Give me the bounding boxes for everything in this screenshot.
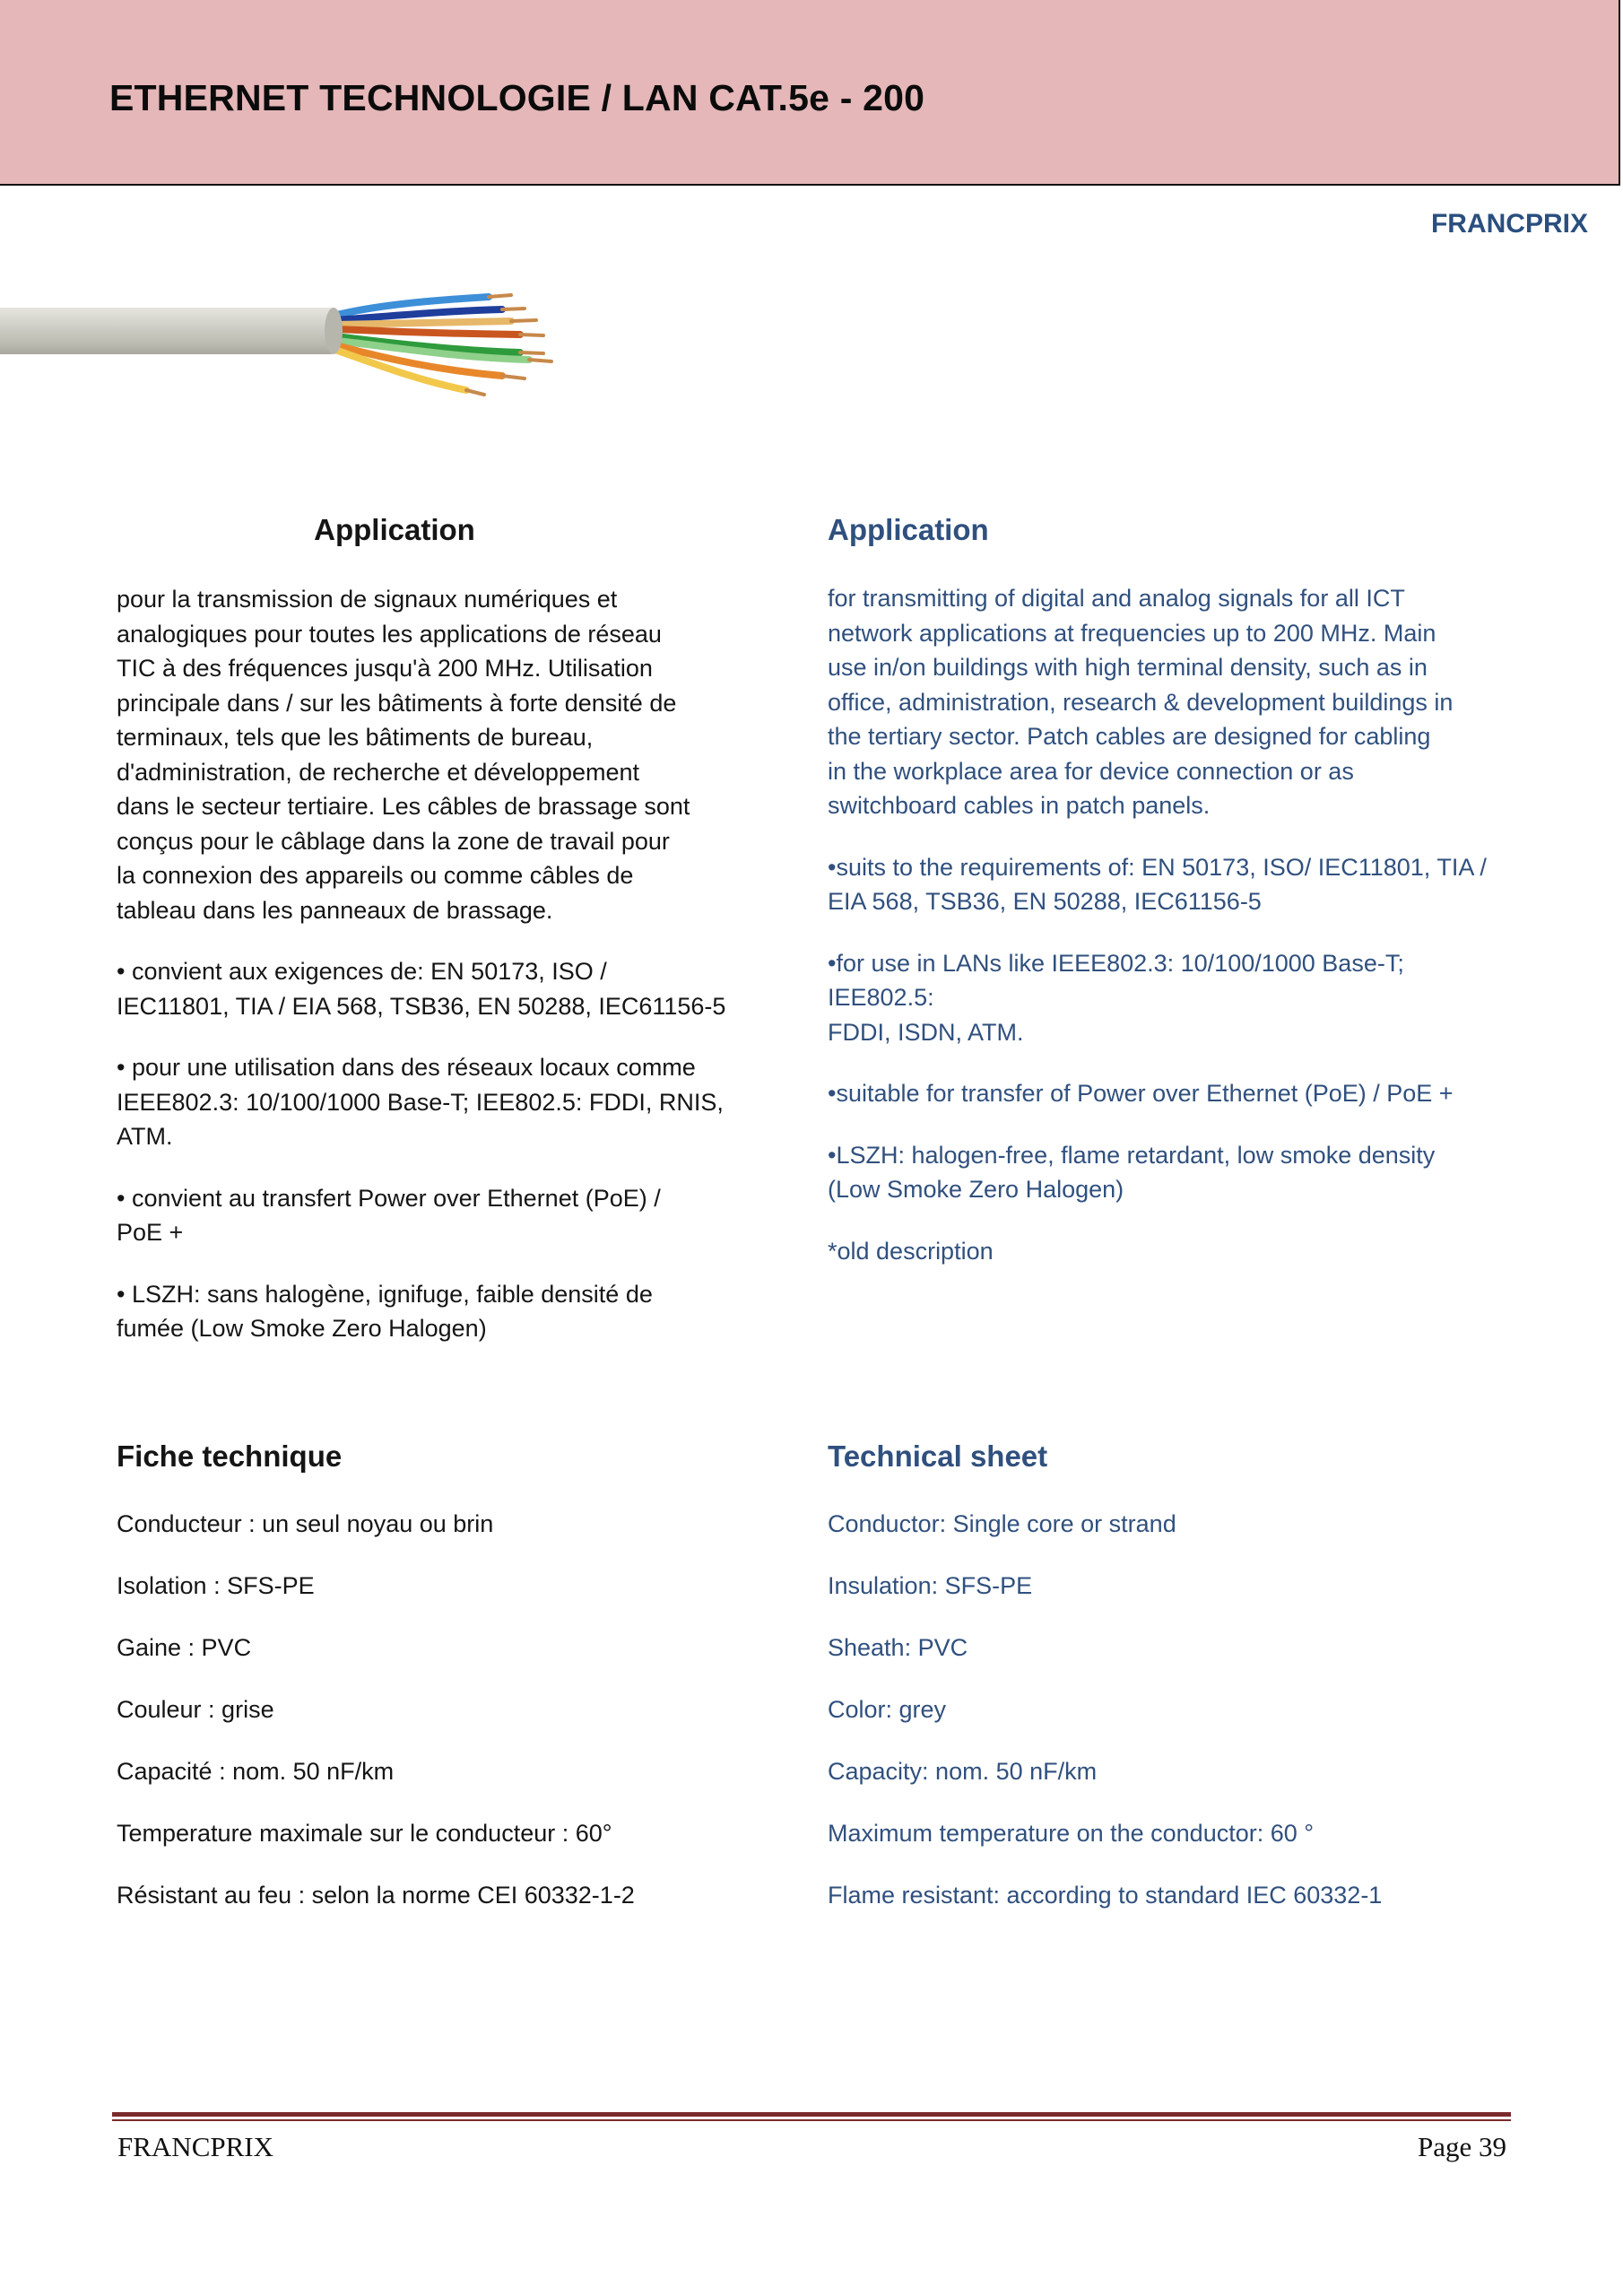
bullet-line: • convient au transfert Power over Ethernet (PoE) /	[117, 1184, 661, 1212]
spec-capacity: Capacity: nom. 50 nF/km	[828, 1758, 1098, 1785]
spec-sheath: Gaine : PVC	[117, 1634, 252, 1661]
bullet-line: IEEE802.3: 10/100/1000 Base-T; IEE802.5: FDDI, RNIS,	[117, 1088, 724, 1116]
bullet-line: (Low Smoke Zero Halogen)	[828, 1176, 1124, 1203]
application-en-body	[828, 581, 1509, 1268]
wire-4	[336, 329, 520, 335]
text-line: use in/on buildings with high terminal density, such as in	[828, 654, 1428, 681]
text-line: d'administration, de recherche et développement	[117, 758, 640, 786]
brand-name: FRANCPRIX	[1430, 209, 1588, 239]
bullet-line: IEC11801, TIA / EIA 568, TSB36, EN 50288, IEC61156-5	[117, 992, 726, 1020]
bullet-line: •LSZH: halogen-free, flame retardant, low smoke density	[828, 1141, 1436, 1169]
text-line: for transmitting of digital and analog signals for all ICT	[828, 585, 1405, 612]
page-number: Page 39	[1417, 2131, 1506, 2162]
spec-conductor: Conducteur : un seul noyau ou brin	[117, 1510, 494, 1537]
spec-sheath: Sheath: PVC	[828, 1634, 968, 1661]
text-line: office, administration, research & development buildings in	[828, 688, 1454, 716]
text-line: the tertiary sector. Patch cables are designed for cabling	[828, 723, 1431, 750]
text-line: switchboard cables in patch panels.	[828, 792, 1211, 819]
bullet-line: •for use in LANs like IEEE802.3: 10/100/1000 Base-T; IEE802.5:	[828, 949, 1404, 1011]
text-line: in the workplace area for device connection or as	[828, 757, 1354, 785]
page-title: ETHERNET TECHNOLOGIE / LAN CAT.5e - 200	[109, 77, 925, 118]
footer-divider	[112, 2112, 1511, 2117]
tech-sheet-en	[828, 1439, 1509, 1924]
application-en-section	[828, 513, 1509, 547]
text-line: pour la transmission de signaux numériques et	[117, 586, 618, 613]
old-description-note: *old description	[828, 1237, 994, 1265]
tech-sheet-fr-heading: Fiche technique	[117, 1439, 343, 1473]
application-fr-body	[117, 582, 798, 1346]
bullet-line: ATM.	[117, 1123, 173, 1150]
spec-max-temperature: Temperature maximale sur le conducteur : 60°	[117, 1820, 612, 1847]
spec-flame-resistant: Flame resistant: according to standard IEC 60332-1	[828, 1882, 1383, 1909]
spec-conductor: Conductor: Single core or strand	[828, 1510, 1176, 1537]
text-line: dans le secteur tertiaire. Les câbles de brassage sont	[117, 793, 690, 820]
spec-insulation: Insulation: SFS-PE	[828, 1572, 1033, 1599]
bullet-line: •suits to the requirements of: EN 50173, ISO/ IEC11801, TIA /	[828, 853, 1487, 881]
wire-8-copper	[466, 390, 484, 395]
tech-sheet-en-heading: Technical sheet	[828, 1439, 1048, 1473]
bullet-line: • pour une utilisation dans des réseaux locaux comme	[117, 1054, 696, 1081]
bullet-line: • LSZH: sans halogène, ignifuge, faible densité de	[117, 1280, 653, 1308]
application-en-heading: Application	[828, 513, 989, 546]
footer-divider-thin	[112, 2119, 1511, 2121]
application-fr-section	[117, 513, 798, 547]
ethernet-cable-icon	[0, 265, 574, 417]
spec-max-temperature: Maximum temperature on the conductor: 60 °	[828, 1820, 1315, 1847]
wire-1-copper	[489, 295, 511, 297]
application-fr-heading: Application	[314, 513, 475, 546]
spec-color: Color: grey	[828, 1696, 947, 1723]
text-line: la connexion des appareils ou comme câbles de	[117, 862, 634, 889]
wire-3-copper	[511, 320, 536, 321]
text-line: conçus pour le câblage dans la zone de travail pour	[117, 827, 670, 855]
footer-company: FRANCPRIX	[117, 2131, 273, 2162]
text-line: terminaux, tels que les bâtiments de bureau,	[117, 724, 594, 751]
cable-sheath	[0, 308, 339, 354]
tech-sheet-fr	[117, 1439, 798, 1924]
text-line: TIC à des fréquences jusqu'à 200 MHz. Utilisation	[117, 655, 653, 682]
bullet-line: PoE +	[117, 1219, 184, 1246]
bullet-line: • convient aux exigences de: EN 50173, ISO /	[117, 958, 607, 985]
bullet-line: EIA 568, TSB36, EN 50288, IEC61156-5	[828, 888, 1262, 915]
spec-insulation: Isolation : SFS-PE	[117, 1572, 315, 1599]
text-line: network applications at frequencies up to 200 MHz. Main	[828, 619, 1436, 647]
bullet-line: fumée (Low Smoke Zero Halogen)	[117, 1315, 487, 1342]
spec-color: Couleur : grise	[117, 1696, 274, 1723]
wire-6-copper	[529, 360, 551, 361]
bullet-line: •suitable for transfer of Power over Ethernet (PoE) / PoE +	[828, 1080, 1454, 1107]
text-line: principale dans / sur les bâtiments à forte densité de	[117, 689, 677, 717]
text-line: analogiques pour toutes les applications de réseau	[117, 620, 662, 648]
bullet-line: FDDI, ISDN, ATM.	[828, 1018, 1024, 1046]
wire-7-copper	[502, 376, 525, 378]
wire-5-copper	[520, 352, 543, 353]
wire-3	[335, 321, 511, 325]
spec-capacity: Capacité : nom. 50 nF/km	[117, 1758, 395, 1785]
text-line: tableau dans les panneaux de brassage.	[117, 896, 553, 924]
header-band	[0, 0, 1620, 186]
spec-flame-resistant: Résistant au feu : selon la norme CEI 60332-1-2	[117, 1882, 635, 1909]
